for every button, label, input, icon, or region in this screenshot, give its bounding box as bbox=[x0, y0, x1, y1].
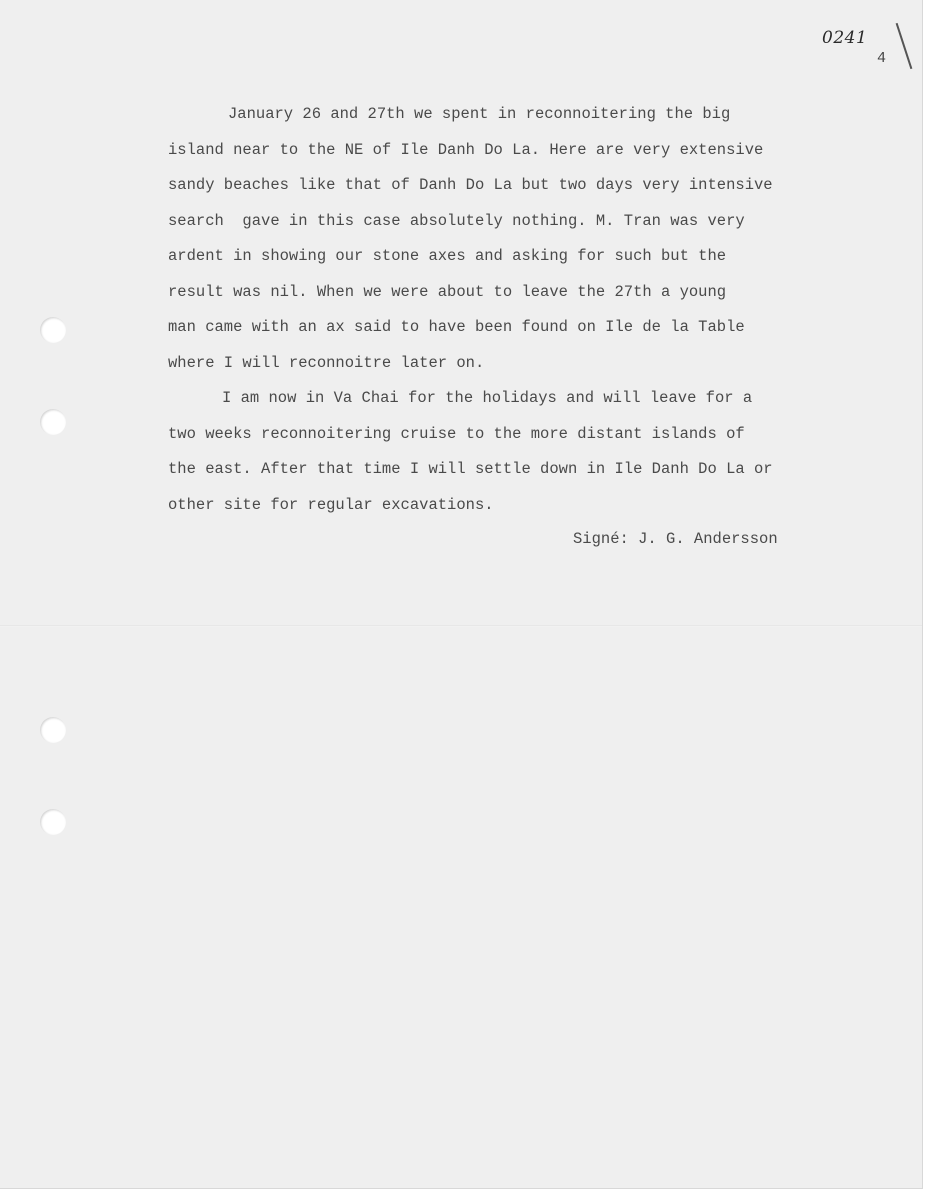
paragraph-line: other site for regular excavations. bbox=[168, 495, 494, 514]
page-number: 4 bbox=[877, 50, 887, 67]
paragraph-line: the east. After that time I will settle down in Ile Danh Do La or bbox=[168, 460, 773, 478]
punch-hole bbox=[40, 409, 66, 435]
paragraph-line: man came with an ax said to have been found on Ile de la Table bbox=[168, 318, 745, 336]
paragraph-line: ardent in showing our stone axes and asking for such but the bbox=[168, 247, 727, 265]
handwritten-archive-number: 0241 bbox=[822, 28, 868, 48]
letter-body bbox=[168, 97, 908, 523]
paragraph-line: sandy beaches like that of Danh Do La but two days very intensive bbox=[168, 176, 773, 194]
paragraph-line: island near to the NE of Ile Danh Do La. Here are very extensive bbox=[168, 140, 764, 159]
punch-hole bbox=[40, 717, 66, 743]
paragraph-line: January 26 and 27th we spent in reconnoitering the big bbox=[228, 105, 731, 123]
corner-pencil-mark bbox=[896, 23, 913, 69]
page-fold-crease bbox=[0, 625, 922, 627]
paragraph-line: search gave in this case absolutely nothing. M. Tran was very bbox=[168, 211, 745, 230]
paragraph-line: I am now in Va Chai for the holidays and will leave for a bbox=[222, 389, 753, 407]
paragraph-line: two weeks reconnoitering cruise to the more distant islands of bbox=[168, 424, 745, 443]
paragraph-line: where I will reconnoitre later on. bbox=[168, 353, 485, 372]
punch-hole bbox=[40, 809, 66, 835]
punch-hole bbox=[40, 317, 66, 343]
paragraph-line: result was nil. When we were about to leave the 27th a young bbox=[168, 282, 727, 301]
signature-line: Signé: J. G. Andersson bbox=[573, 530, 778, 548]
